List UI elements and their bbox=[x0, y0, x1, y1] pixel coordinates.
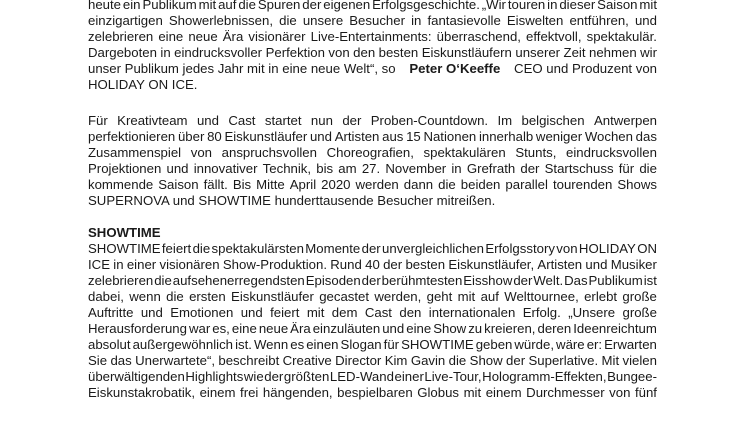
word: Erfolg. bbox=[522, 305, 561, 320]
text-segment: CEO und Produzent von bbox=[514, 61, 657, 76]
word: würde, bbox=[514, 337, 554, 352]
word: große bbox=[622, 305, 657, 320]
text-line bbox=[88, 29, 657, 45]
word: ICE bbox=[88, 257, 110, 272]
word: innovativer bbox=[193, 161, 258, 176]
word: war bbox=[188, 321, 211, 336]
word: fantasievolle bbox=[427, 13, 501, 28]
word: und bbox=[382, 321, 405, 336]
word: Projektionen bbox=[88, 161, 162, 176]
word: große bbox=[622, 289, 657, 304]
word: von bbox=[609, 385, 631, 400]
word: effektvoll, bbox=[526, 29, 582, 44]
word: Globus bbox=[417, 385, 460, 400]
word: Eiswelten bbox=[506, 13, 564, 28]
word: innerhalb bbox=[478, 129, 534, 144]
word: Emotionen bbox=[170, 305, 234, 320]
word: den bbox=[399, 305, 422, 320]
word: erlebt bbox=[584, 289, 618, 304]
word: Eiskunstläufern bbox=[421, 45, 512, 60]
word: einzuläuten bbox=[312, 321, 381, 336]
word: Startschuss bbox=[544, 161, 614, 176]
word: werden bbox=[355, 177, 399, 192]
word: Erfolgsgeschichte. bbox=[372, 0, 480, 12]
word: und bbox=[585, 257, 608, 272]
text-line bbox=[88, 129, 657, 145]
word: eindrucksvoller bbox=[174, 45, 263, 60]
word: der bbox=[361, 241, 381, 256]
section-showtime bbox=[88, 225, 657, 401]
word: eine bbox=[406, 321, 432, 336]
word: vielen bbox=[622, 353, 657, 368]
word: und bbox=[196, 113, 219, 128]
text-line bbox=[88, 353, 657, 369]
section-heading: SHOWTIME bbox=[88, 225, 161, 240]
word: internationalen bbox=[428, 305, 516, 320]
word: ist bbox=[643, 273, 657, 288]
text-line bbox=[88, 177, 657, 193]
word: absolut bbox=[88, 337, 131, 352]
word: touren bbox=[507, 0, 546, 12]
word: Welt. bbox=[533, 273, 564, 288]
word: das bbox=[110, 353, 132, 368]
word: frei bbox=[240, 385, 259, 400]
word: für bbox=[618, 161, 635, 176]
word: eindrucksvollen bbox=[566, 145, 657, 160]
text-line: SUPERNOVA und SHOWTIME hunderttausende Besucher mitreißen. bbox=[88, 193, 496, 208]
word: dabei, bbox=[88, 289, 124, 304]
word: Saison bbox=[597, 0, 638, 12]
word: November bbox=[385, 161, 447, 176]
word: Artisten bbox=[537, 257, 583, 272]
word: Mitte bbox=[256, 177, 285, 192]
word: Slogan bbox=[340, 337, 382, 352]
word: mit bbox=[457, 289, 476, 304]
word: berühmtesten bbox=[381, 273, 463, 288]
word: Wenn bbox=[253, 337, 289, 352]
word: feiert bbox=[161, 241, 192, 256]
word: startet bbox=[264, 113, 302, 128]
word: wenn bbox=[129, 289, 161, 304]
word: und bbox=[634, 13, 657, 28]
word: es bbox=[290, 337, 305, 352]
word: Im bbox=[497, 113, 513, 128]
word: kreieren, bbox=[484, 321, 536, 336]
word: Proben-Countdown. bbox=[370, 113, 489, 128]
word: mit bbox=[463, 385, 482, 400]
word: „Wir bbox=[481, 0, 506, 12]
word: feiert bbox=[270, 305, 300, 320]
word: spektakulär. bbox=[586, 29, 657, 44]
word: weniger bbox=[535, 129, 583, 144]
text-line-with-speaker bbox=[88, 61, 657, 77]
word: zelebrieren bbox=[88, 29, 154, 44]
text-line bbox=[88, 273, 657, 289]
word: geht bbox=[426, 289, 453, 304]
word: die bbox=[279, 13, 297, 28]
word: dem bbox=[331, 305, 358, 320]
word: Superlative. bbox=[528, 353, 599, 368]
paragraph-rehearsal bbox=[88, 113, 657, 209]
word: perfektionieren bbox=[88, 129, 176, 144]
word: HOLIDAY bbox=[578, 241, 636, 256]
word: und bbox=[140, 305, 163, 320]
word: Kim bbox=[384, 353, 408, 368]
word: Musiker bbox=[610, 257, 657, 272]
word: Kreativteam bbox=[117, 113, 188, 128]
word: der bbox=[302, 0, 322, 12]
word: Choreografien, bbox=[326, 145, 414, 160]
word: größten bbox=[283, 369, 330, 384]
speaker-name: Peter O‘Keeffe bbox=[409, 61, 501, 76]
word: Hologramm-Effekten, bbox=[482, 369, 607, 384]
word: der bbox=[506, 353, 526, 368]
word: beiden bbox=[460, 177, 501, 192]
word: Perfektion bbox=[265, 45, 325, 60]
word: von bbox=[328, 45, 350, 60]
word: unsere bbox=[302, 13, 344, 28]
word: gecastet bbox=[319, 289, 370, 304]
word: außergewöhnlich bbox=[132, 337, 234, 352]
word: 27. bbox=[361, 161, 381, 176]
word: entführen, bbox=[569, 13, 629, 28]
word: Live-Tour, bbox=[424, 369, 482, 384]
word: in bbox=[451, 161, 462, 176]
word: Herausforderung bbox=[88, 321, 187, 336]
word: einem bbox=[485, 385, 522, 400]
word: Saison bbox=[158, 177, 199, 192]
word: Mit bbox=[601, 353, 620, 368]
word: Zusammenspiel bbox=[88, 145, 182, 160]
word: Durchmesser bbox=[526, 385, 605, 400]
word: Rund bbox=[330, 257, 362, 272]
word: LED-Wand bbox=[329, 369, 394, 384]
word: beschreibt bbox=[218, 353, 280, 368]
word: die bbox=[166, 289, 184, 304]
word: bespielbaren bbox=[337, 385, 413, 400]
word: 40 bbox=[365, 257, 380, 272]
word: visionärer bbox=[248, 29, 306, 44]
word: Bungee- bbox=[607, 369, 657, 384]
word: Erfolgsstory bbox=[485, 241, 555, 256]
word: unserer bbox=[515, 45, 561, 60]
word: „Unsere bbox=[568, 305, 616, 320]
paragraph-quote bbox=[88, 0, 657, 93]
word: überwältigenden bbox=[88, 369, 185, 384]
word: spektakulärsten bbox=[211, 241, 304, 256]
word: die bbox=[448, 353, 467, 368]
word: zu bbox=[468, 321, 483, 336]
word: nehmen bbox=[589, 45, 637, 60]
word: Highlights bbox=[185, 369, 244, 384]
word: von bbox=[556, 241, 578, 256]
word: Artisten bbox=[334, 129, 380, 144]
word: in bbox=[547, 0, 558, 12]
word: auf bbox=[218, 0, 237, 12]
text-line bbox=[88, 145, 657, 161]
word: Wochen bbox=[584, 129, 633, 144]
word: ersten bbox=[189, 289, 226, 304]
word: er: bbox=[586, 337, 603, 352]
word: auf bbox=[480, 289, 499, 304]
word: und bbox=[240, 305, 263, 320]
word: Zeit bbox=[563, 45, 586, 60]
word: Cast bbox=[364, 305, 392, 320]
text-line bbox=[88, 385, 657, 401]
word: den bbox=[353, 45, 376, 60]
word: 15 bbox=[406, 129, 421, 144]
word: Show bbox=[469, 353, 503, 368]
word: die bbox=[238, 0, 256, 12]
word: es, bbox=[212, 321, 230, 336]
word: einer bbox=[126, 257, 157, 272]
word: die bbox=[438, 177, 456, 192]
word: Auftritte bbox=[88, 305, 134, 320]
word: Cast bbox=[228, 113, 256, 128]
word: ein bbox=[122, 0, 141, 12]
word: Show bbox=[433, 321, 467, 336]
word: der bbox=[342, 113, 362, 128]
word: von bbox=[190, 145, 213, 160]
word: besten bbox=[405, 257, 446, 272]
word: dann bbox=[403, 177, 434, 192]
text-line bbox=[88, 289, 657, 305]
word: zelebrieren bbox=[88, 273, 154, 288]
word: Shows bbox=[617, 177, 657, 192]
word: Show-Produktion. bbox=[222, 257, 327, 272]
word: Publikum bbox=[588, 273, 643, 288]
word: bis bbox=[316, 161, 334, 176]
word: über bbox=[177, 129, 205, 144]
word: Erwarten bbox=[604, 337, 657, 352]
word: mit bbox=[198, 0, 217, 12]
word: besten bbox=[378, 45, 419, 60]
word: tourenden bbox=[552, 177, 613, 192]
word: für bbox=[383, 337, 400, 352]
word: SHOWTIME bbox=[88, 241, 161, 256]
word: Episoden bbox=[305, 273, 361, 288]
word: einen bbox=[306, 337, 339, 352]
word: kommende bbox=[88, 177, 154, 192]
word: wäre bbox=[556, 337, 585, 352]
word: das bbox=[635, 129, 657, 144]
word: dieser bbox=[559, 0, 596, 12]
word: April bbox=[289, 177, 317, 192]
word: die bbox=[639, 161, 657, 176]
word: mit bbox=[306, 305, 325, 320]
word: wie bbox=[243, 369, 264, 384]
text-line bbox=[88, 257, 657, 273]
text-line bbox=[88, 161, 657, 177]
word: Welttournee, bbox=[504, 289, 579, 304]
word: mit bbox=[639, 0, 657, 12]
word: Dargeboten bbox=[88, 45, 157, 60]
word: Grefrath bbox=[466, 161, 516, 176]
word: belgischen bbox=[521, 113, 585, 128]
word: werden, bbox=[374, 289, 422, 304]
word: Stunts, bbox=[515, 145, 557, 160]
word: eine bbox=[158, 29, 184, 44]
word: überraschend, bbox=[436, 29, 521, 44]
word: SHOWTIME bbox=[401, 337, 474, 352]
word: der bbox=[383, 257, 403, 272]
word: in bbox=[113, 257, 124, 272]
word: heute bbox=[88, 0, 122, 12]
word: einer bbox=[394, 369, 424, 384]
text-line bbox=[88, 241, 657, 257]
word: Nationen bbox=[423, 129, 477, 144]
word: der bbox=[513, 273, 533, 288]
word: Technik, bbox=[262, 161, 312, 176]
word: Eiskunstläufer bbox=[224, 129, 308, 144]
word: Eiskunstläufer bbox=[231, 289, 314, 304]
word: deren bbox=[537, 321, 572, 336]
word: ist. bbox=[235, 337, 252, 352]
word: Ära bbox=[222, 29, 244, 44]
word: Publikum bbox=[142, 0, 197, 12]
word: und bbox=[309, 129, 332, 144]
word: eine bbox=[231, 321, 257, 336]
word: wir bbox=[640, 45, 657, 60]
text-line bbox=[88, 113, 657, 129]
word: einzigartigen bbox=[88, 13, 163, 28]
word: am bbox=[338, 161, 357, 176]
word: visionären bbox=[159, 257, 220, 272]
word: spektakulären bbox=[423, 145, 506, 160]
word: Director bbox=[335, 353, 382, 368]
word: die bbox=[192, 241, 211, 256]
word: aus bbox=[382, 129, 404, 144]
word: aufsehenerregendsten bbox=[172, 273, 305, 288]
word: neue bbox=[188, 29, 218, 44]
text-line bbox=[88, 13, 657, 29]
word: parallel bbox=[505, 177, 548, 192]
word: der bbox=[361, 273, 381, 288]
word: Bis bbox=[232, 177, 252, 192]
word: Für bbox=[88, 113, 108, 128]
word: Ära bbox=[290, 321, 311, 336]
text-line bbox=[88, 0, 657, 13]
word: fällt. bbox=[203, 177, 228, 192]
word: fünf bbox=[634, 385, 657, 400]
word: und bbox=[166, 161, 189, 176]
word: unvergleichlichen bbox=[382, 241, 484, 256]
word: Unerwartete“, bbox=[135, 353, 215, 368]
text-segment: unser Publikum jedes Jahr mit in eine neue Welt“, so bbox=[88, 61, 396, 76]
word: Eisshow bbox=[463, 273, 513, 288]
word: hängenden, bbox=[262, 385, 333, 400]
text-line bbox=[88, 337, 657, 353]
word: nun bbox=[310, 113, 333, 128]
word: Besucher bbox=[349, 13, 405, 28]
text-line bbox=[88, 369, 657, 385]
word: Spuren bbox=[257, 0, 301, 12]
word: Live-Entertainments: bbox=[310, 29, 432, 44]
word: ON bbox=[637, 241, 657, 256]
word: Gavin bbox=[410, 353, 446, 368]
word: eigenen bbox=[323, 0, 371, 12]
word: Antwerpen bbox=[593, 113, 657, 128]
word: Eiskunstläufer, bbox=[448, 257, 535, 272]
word: Das bbox=[564, 273, 588, 288]
text-line bbox=[88, 305, 657, 321]
word: die bbox=[154, 273, 172, 288]
word: Creative bbox=[282, 353, 332, 368]
word: Sie bbox=[88, 353, 108, 368]
word: einem bbox=[199, 385, 236, 400]
word: 2020 bbox=[321, 177, 351, 192]
word: der bbox=[264, 369, 284, 384]
text-line bbox=[88, 45, 657, 61]
text-line: HOLIDAY ON ICE. bbox=[88, 77, 198, 92]
word: in bbox=[411, 13, 422, 28]
word: in bbox=[160, 45, 171, 60]
word: Showerlebnissen, bbox=[168, 13, 273, 28]
word: geben bbox=[475, 337, 513, 352]
word: neue bbox=[258, 321, 289, 336]
word: der bbox=[520, 161, 540, 176]
word: anspruchsvollen bbox=[221, 145, 317, 160]
text-line bbox=[88, 321, 657, 337]
word: Momente bbox=[305, 241, 361, 256]
word: Ideenreichtum bbox=[573, 321, 657, 336]
word: 80 bbox=[207, 129, 222, 144]
word: Eiskunstakrobatik, bbox=[88, 385, 196, 400]
